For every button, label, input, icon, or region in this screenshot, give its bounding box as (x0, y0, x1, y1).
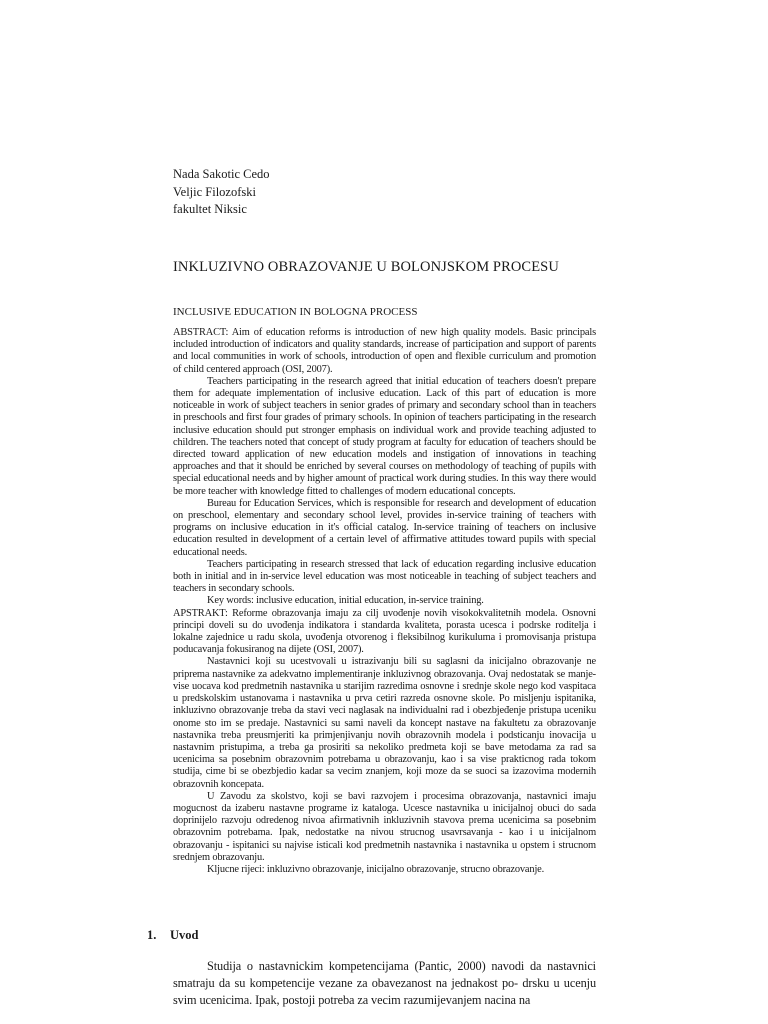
author-affiliation: Veljic Filozofski (173, 184, 256, 199)
abstract-me-paragraph: APSTRAKT: Reforme obrazovanja imaju za cilj uvođenje novih visokokvalitetnih modela. Osnovni principi doveli su do uvođenja indikatora i standarda kvaliteta, porasta ucesca i podrske roditelja i lokalne zajednice u radu skola, uvođenja otvorenog i fleksibilnog kurikuluma i promovisanja pristupa poducavanja fokusiranog na dijete (OSI, 2007). (173, 607, 596, 656)
intro-section-body (173, 958, 596, 1010)
abstract-en-keywords: Key words: inclusive education, initial education, in-service training. (207, 595, 484, 607)
abstract-me-paragraph: U Zavodu za skolstvo, koji se bavi razvojem i procesima obrazovanja, nastavnici imaju mogucnost da izaberu nastavne programe iz kataloga. Ucesce nastavnika u inicijalnoj obuci do sada doprinijelo razvoju odredenog nivoa afirmativnih inkluzivnih stavova prema ucenicima sa posebnim obrazovnim potrebama. Ipak, nedostatke na nivou strucnog usavrsavanja - kao i u inicijalnom obrazovanju - ispitanici su najvise isticali kod predmetnih nastavnika i nastavnika u opstem i strucnom srednjem obrazovanju. (173, 790, 596, 863)
section-title: Uvod (170, 928, 199, 942)
intro-paragraph: Studija o nastavnickim kompetencijama (Pantic, 2000) navodi da nastavnici smatraju da su kompetencije vezane za obavezanost na jednakost po- drsku u ucenju svim ucenicima. Ipak, postoji potreba za vecim razumijevanjem nacina na (173, 959, 596, 1008)
abstract-en-paragraph: Bureau for Education Services, which is responsible for research and development of education on preschool, elementary and secondary school level, provides in-service training of teachers with programs on inclusive education in it's official catalog. In-service training of teachers on inclusive education resulted in development of a certain level of affirmative attitudes toward pupils with special educational needs. (173, 497, 596, 558)
abstract-en-paragraph: ABSTRACT: Aim of education reforms is introduction of new high quality models. Basic principals included introduction of indicators and quality standards, increase of participation and support of parents and local communities in work of schools, introduction of open and flexible curriculum and promotion of child centered approach (OSI, 2007). (173, 327, 596, 375)
abstract-en-paragraph: Teachers participating in the research agreed that initial education of teachers doesn't prepare them for adequate implementation of inclusive education. Lack of this part of education is more noticeable in work of subject teachers in senior grades of primary and secondary school than in teachers in preschools and first four grades of primary schools. In opinion of teachers participating in the research inclusive education should put stronger emphasis on individual work and provide teaching adjusted to children. The teachers noted that concept of study program at faculty for education of teachers should be directed toward application of new education models and instigation of innovations in teaching approaches and that it should be enriched by several courses on methodology of teaching of pupils with special educational needs and by higher amount of practical work during studies. In this way there would be more teacher with knowledge fitted to challenges of modern educational concepts. (173, 375, 596, 497)
author-name: Nada Sakotic Cedo (173, 167, 270, 181)
abstract-me-keywords: Kljucne rijeci: inkluzivno obrazovanje, inicijalno obrazovanje, strucno obrazovanje. (207, 863, 545, 875)
paper-title: INKLUZIVNO OBRAZOVANJE U BOLONJSKOM PROCESU (173, 259, 559, 275)
author-institution: fakultet Niksic (173, 202, 247, 216)
author-block (173, 166, 270, 219)
section-number: 1. (147, 928, 157, 942)
abstract-body (173, 327, 596, 876)
abstract-me-paragraph: Nastavnici koji su ucestvovali u istrazivanju bili su saglasni da inicijalno obrazovanje ne priprema nastavnike za adekvatno implementiranje inkluzivnog obrazovanja. Ovaj nedostatak se manje-vise uocava kod predmetnih nastavnika u starijim razredima osnovne i srednje skole nego kod vaspitaca u predskolskim ustanovama i nastavnika u prva cetiri razreda osnovne skole. Po misljenju ispitanika, inkluzivno obrazovanje treba da stavi veci naglasak na individualni rad i obezbjeđenje pristupa uceniku onome sto im se predaje. Nastavnici su sami naveli da koncept nastave na fakultetu za obrazovanje nastavnika treba preusmjeriti ka primjenjivanju novih obrazovnih modela i podsticanju inovacija u nastavnim pristupima, a treba ga prosiriti sa nekoliko predmeta koji se bave metodama za rad sa ucenicima sa posebnim obrazovnim potrebama u obrazovanju, kao i sa vise prakticnog rada tokom studija, cime bi se obezbjedio kadar sa vecim znanjem, koji moze da se suoci sa izazovima modernih obrazovnih koncepata. (173, 656, 596, 790)
section-heading (147, 928, 198, 943)
paper-title-english: INCLUSIVE EDUCATION IN BOLOGNA PROCESS (173, 306, 418, 318)
abstract-en-paragraph: Teachers participating in research stressed that lack of education regarding inclusive education both in initial and in in-service level education was most noticeable in teaching of subject teachers and teachers in secondary schools. (173, 558, 596, 595)
